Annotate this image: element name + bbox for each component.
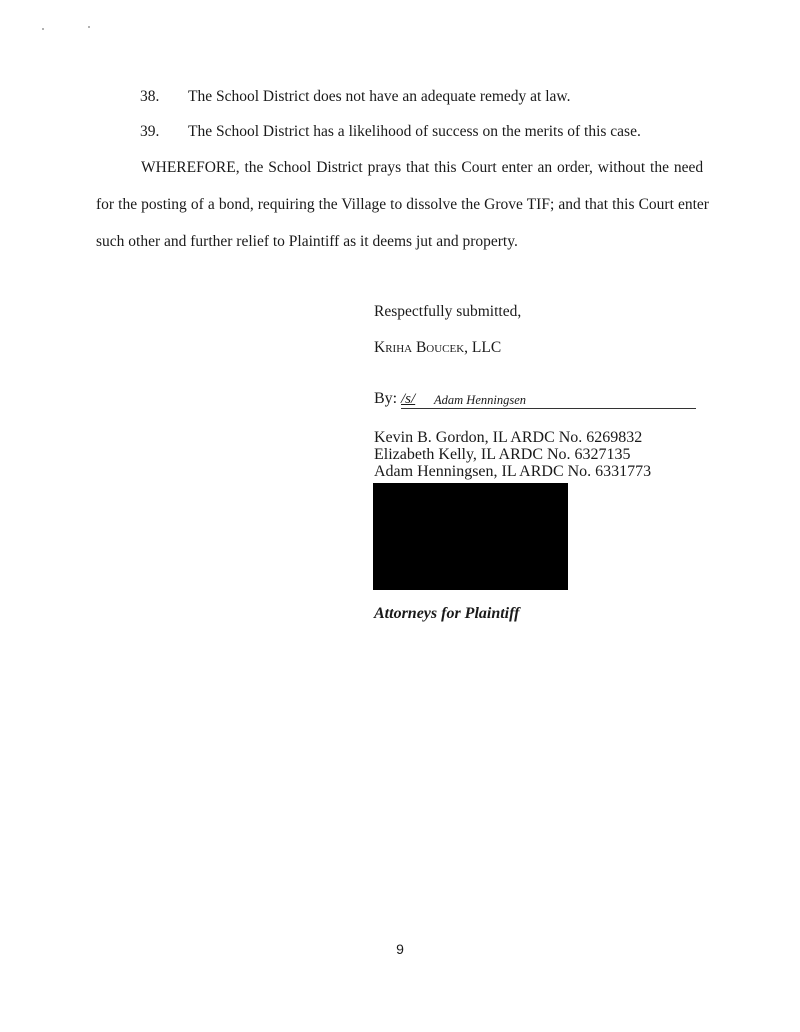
redaction-block	[373, 483, 568, 590]
wherefore-line-1: WHEREFORE, the School District prays that this Court enter an order, without the need	[141, 159, 704, 176]
wherefore-line-3: such other and further relief to Plaintiff as it deems jut and property.	[96, 233, 518, 250]
scan-speck	[42, 28, 44, 30]
paragraph-number-39: 39.	[140, 123, 160, 140]
page-number: 9	[396, 941, 404, 957]
signature-name: Adam Henningsen	[434, 393, 526, 407]
attorneys-for-plaintiff: Attorneys for Plaintiff	[374, 605, 520, 622]
wherefore-line-2: for the posting of a bond, requiring the Village to dissolve the Grove TIF; and that this Court enter	[96, 196, 709, 213]
signature-rule	[401, 408, 696, 409]
scan-speck	[88, 26, 90, 28]
closing-text: Respectfully submitted,	[374, 303, 522, 320]
signature-line	[374, 390, 696, 410]
attorney-line: Kevin B. Gordon, IL ARDC No. 6269832	[374, 429, 643, 446]
paragraph-text-39: The School District has a likelihood of success on the merits of this case.	[188, 123, 641, 140]
paragraph-text-38: The School District does not have an adequate remedy at law.	[188, 88, 571, 105]
electronic-signature-mark: /s/	[401, 391, 416, 407]
paragraph-number-38: 38.	[140, 88, 160, 105]
by-label: By:	[374, 390, 398, 407]
firm-name: Kriha Boucek, LLC	[374, 339, 502, 356]
attorney-line: Adam Henningsen, IL ARDC No. 6331773	[374, 463, 652, 480]
attorney-line: Elizabeth Kelly, IL ARDC No. 6327135	[374, 446, 631, 463]
